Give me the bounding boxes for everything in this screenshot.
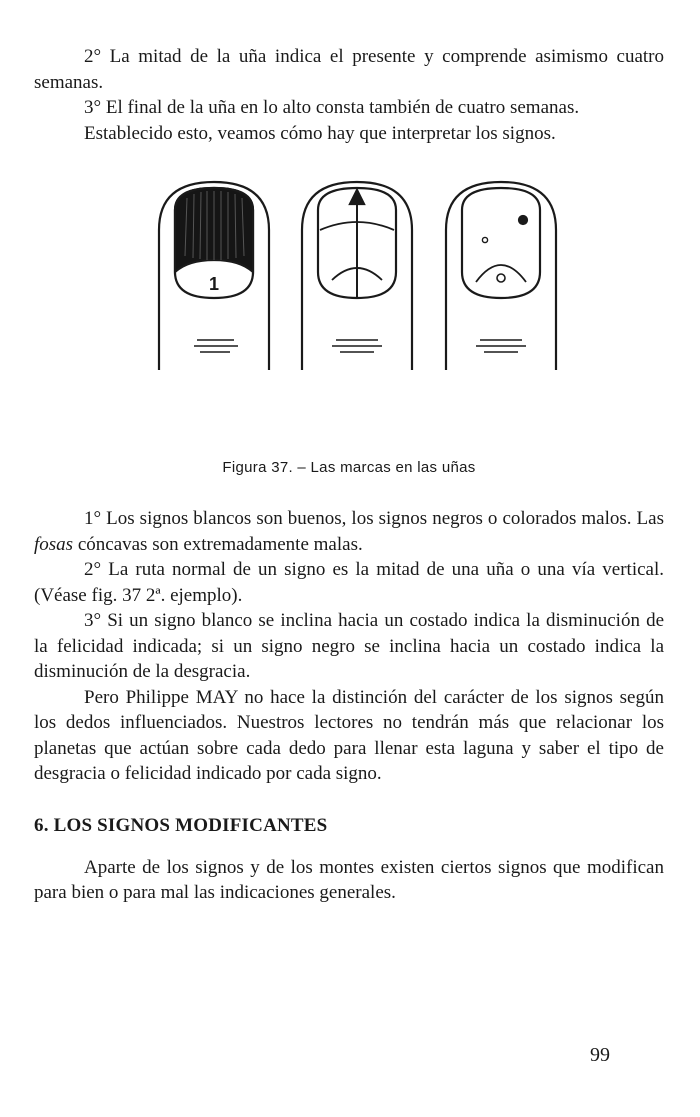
rule-1-paragraph [34,506,664,557]
rule-1-text-end: cóncavas son extremadamente malas. [73,533,363,555]
book-page [34,44,664,906]
section-heading: 6. LOS SIGNOS MODIFICANTES [34,814,328,836]
nail-figure [34,172,664,447]
rule-1-emphasis: fosas [34,533,74,555]
rule-2-paragraph: 2° La ruta normal de un signo es la mitad de una uña o una vía vertical. (Véase fig. 37 2ª. ejemplo). [34,559,664,606]
figure-caption: Figura 37. – Las marcas en las uñas [222,459,476,476]
nail-illustrations [34,172,664,372]
nail-mark-1: 1 [209,274,220,294]
paragraph-nail-middle: 2° La mitad de la uña indica el presente y comprende asimismo cuatro semanas. [34,46,664,93]
rule-3-paragraph: 3° Si un signo blanco se inclina hacia un costado indica la disminución de la felicidad indicada; si un signo negro se inclina hacia un costado indica la disminución de la desgracia. [34,610,664,682]
paragraph-interpret-signs: Establecido esto, veamos cómo hay que interpretar los signos. [84,122,556,144]
finger-2-illustration [302,182,412,370]
rule-1-text-start: 1° Los signos blancos son buenos, los signos negros o colorados malos. Las [84,508,664,529]
page-number: 99 [590,1044,610,1066]
closing-paragraph: Aparte de los signos y de los montes existen ciertos signos que modifican para bien o para mal las indicaciones generales. [34,856,664,903]
philippe-may-paragraph: Pero Philippe MAY no hace la distinción del carácter de los signos según los dedos influenciados. Nuestros lectores no tendrán más que relacionar los planetas que actúan sobre cada dedo para llenar esta laguna y saber el tipo de desgracia o felicidad indicado por cada signo. [34,686,664,784]
finger-3-illustration [446,182,556,370]
paragraph-nail-end: 3° El final de la uña en lo alto consta también de cuatro semanas. [84,97,580,118]
